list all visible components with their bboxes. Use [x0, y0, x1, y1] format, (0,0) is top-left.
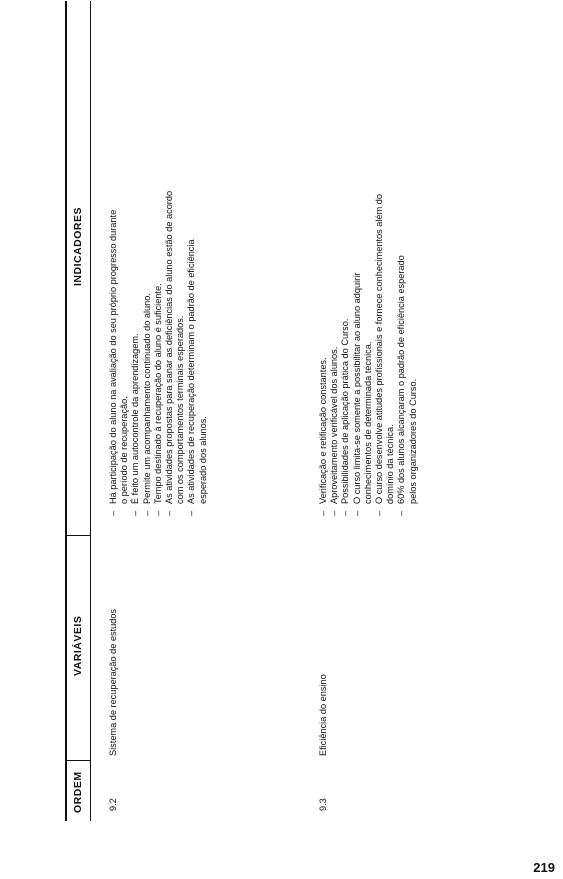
list-item: – Permite um acompanhamento continuado do aluno.	[142, 191, 153, 516]
column-rule-order	[65, 760, 90, 761]
list-item: esperado dos alunos.	[197, 416, 208, 504]
list-item: o período de recuperação.	[119, 396, 130, 504]
header-rule	[90, 1, 91, 821]
list-item: – As atividades de recuperação determinam o padrão de eficiência	[186, 191, 197, 516]
list-item: – 60% dos alunos alcançaram o padrão de eficiência esperado	[396, 194, 407, 516]
list-item: conhecimentos de determinada técnica.	[362, 341, 373, 504]
page-number: 219	[533, 860, 555, 875]
list-item: – O curso limita-se somente a possibilitar ao aluno adquirir	[352, 194, 363, 516]
list-item: – É feito um autocontrole da aprendizagem.	[130, 191, 141, 516]
list-item: – Verificação e retificação constantes.	[318, 194, 329, 516]
row-order: 9.3	[318, 798, 328, 811]
list-item: – Aproveitamento verificável dos alunos.	[329, 194, 340, 516]
list-item: – O curso desenvolve atitudes profissionais e fornece conhecimentos além do	[374, 194, 385, 516]
list-item: domínio da técnica.	[385, 424, 396, 504]
top-rule	[65, 1, 67, 821]
header-order: ORDEM	[72, 771, 84, 813]
row-variable: Sistema de recuperação de estudos	[108, 608, 118, 756]
list-item: – As atividades propostas para sanar as deficiências do aluno estão de acordo	[164, 191, 175, 516]
header-variables: VARIÁVEIS	[72, 615, 84, 676]
list-item: – Há participação do aluno na avaliação do seu próprio progresso durante	[108, 191, 119, 516]
list-item: – Possibilidades de aplicação prática do Curso.	[340, 194, 351, 516]
row-order: 9.2	[108, 798, 118, 811]
header-indicators: INDICADORES	[72, 206, 84, 286]
row-variable: Eficiência do ensino	[318, 674, 328, 756]
row-indicators	[108, 191, 209, 516]
rotated-table	[65, 1, 563, 821]
list-item: – Tempo destinado à recuperação do aluno é suficiente.	[153, 191, 164, 516]
list-item: com os comportamentos terminais esperados.	[175, 315, 186, 504]
column-rule-variables	[65, 535, 90, 536]
row-indicators	[318, 194, 419, 516]
list-item: pelos organizadores do Curso.	[407, 378, 418, 504]
